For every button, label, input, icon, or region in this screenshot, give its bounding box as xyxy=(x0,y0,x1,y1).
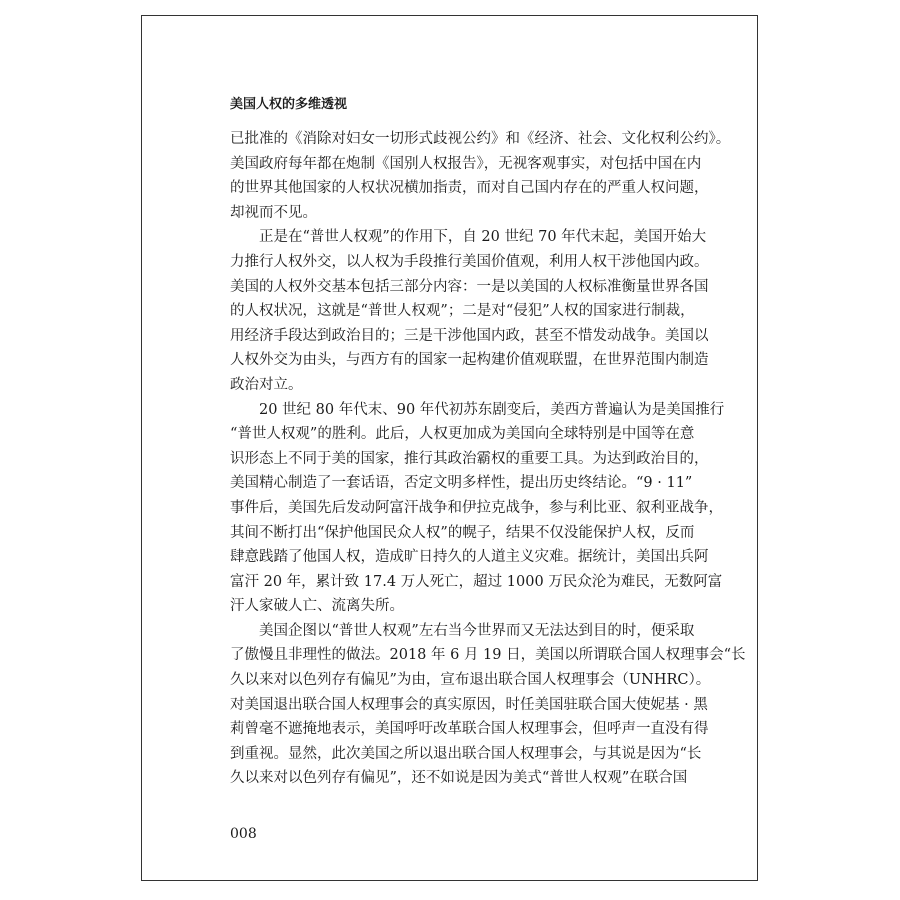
text-line: 用经济手段达到政治目的；三是干涉他国内政，甚至不惜发动战争。美国以 xyxy=(230,327,709,344)
running-head: 美国人权的多维透视 xyxy=(230,97,348,112)
text-line: 人权外交为由头，与西方有的国家一起构建价值观联盟，在世界范围内制造 xyxy=(230,352,709,369)
text-line: 政治对立。 xyxy=(230,376,303,393)
text-line: 的世界其他国家的人权状况横加指责，而对自己国内存在的严重人权问题， xyxy=(230,180,709,197)
text-line: 汗人家破人亡、流离失所。 xyxy=(230,598,404,615)
text-line: 却视而不见。 xyxy=(230,204,317,221)
text-line: 莉曾毫不遮掩地表示，美国呼吁改革联合国人权理事会，但呼声一直没有得 xyxy=(230,721,709,738)
text-line: 久以来对以色列存有偏见”为由，宣布退出联合国人权理事会（UNHRC）。 xyxy=(230,672,711,689)
text-line: 力推行人权外交，以人权为手段推行美国价值观，利用人权干涉他国内政。 xyxy=(230,253,709,270)
text-line: 其间不断打出“保护他国民众人权”的幌子，结果不仅没能保护人权，反而 xyxy=(230,524,695,541)
text-line: 到重视。显然，此次美国之所以退出联合国人权理事会，与其说是因为“长 xyxy=(230,745,702,762)
text-line: 美国精心制造了一套话语，否定文明多样性，提出历史终结论。“9 · 11” xyxy=(230,475,693,492)
text-line: 美国政府每年都在炮制《国别人权报告》，无视客观事实，对包括中国在内 xyxy=(230,155,702,172)
text-line: 美国的人权外交基本包括三部分内容：一是以美国的人权标准衡量世界各国 xyxy=(230,278,709,295)
text-line: 已批准的《消除对妇女一切形式歧视公约》和《经济、社会、文化权利公约》。 xyxy=(230,131,731,147)
text-line: 了傲慢且非理性的做法。2018 年 6 月 19 日，美国以所谓联合国人权理事会“长 xyxy=(230,647,746,664)
text-line: 久以来对以色列存有偏见”，还不如说是因为美式“普世人权观”在联合国 xyxy=(230,770,688,787)
body-text xyxy=(230,127,746,791)
text-line: 识形态上不同于美的国家，推行其政治霸权的重要工具。为达到政治目的， xyxy=(230,450,709,467)
text-line: 美国企图以“普世人权观”左右当今世界而又无法达到目的时，便采取 xyxy=(259,622,695,639)
text-line: 事件后，美国先后发动阿富汗战争和伊拉克战争，参与利比亚、叙利亚战争， xyxy=(230,499,723,516)
text-line: 正是在“普世人权观”的作用下，自 20 世纪 70 年代末起，美国开始大 xyxy=(259,229,707,246)
page-number: 008 xyxy=(230,826,257,842)
text-line: 的人权状况，这就是“普世人权观”；二是对“侵犯”人权的国家进行制裁， xyxy=(230,303,695,320)
text-line: 20 世纪 80 年代末、90 年代初苏东剧变后，美西方普遍认为是美国推行 xyxy=(259,401,725,418)
text-line: 富汗 20 年，累计致 17.4 万人死亡，超过 1000 万民众沦为难民，无数阿富 xyxy=(230,573,723,590)
text-line: 对美国退出联合国人权理事会的真实原因，时任美国驻联合国大使妮基 · 黑 xyxy=(230,696,708,713)
text-line: 肆意践踏了他国人权，造成旷日持久的人道主义灾难。据统计，美国出兵阿 xyxy=(230,549,709,566)
text-line: “普世人权观”的胜利。此后，人权更加成为美国向全球特别是中国等在意 xyxy=(230,426,695,443)
